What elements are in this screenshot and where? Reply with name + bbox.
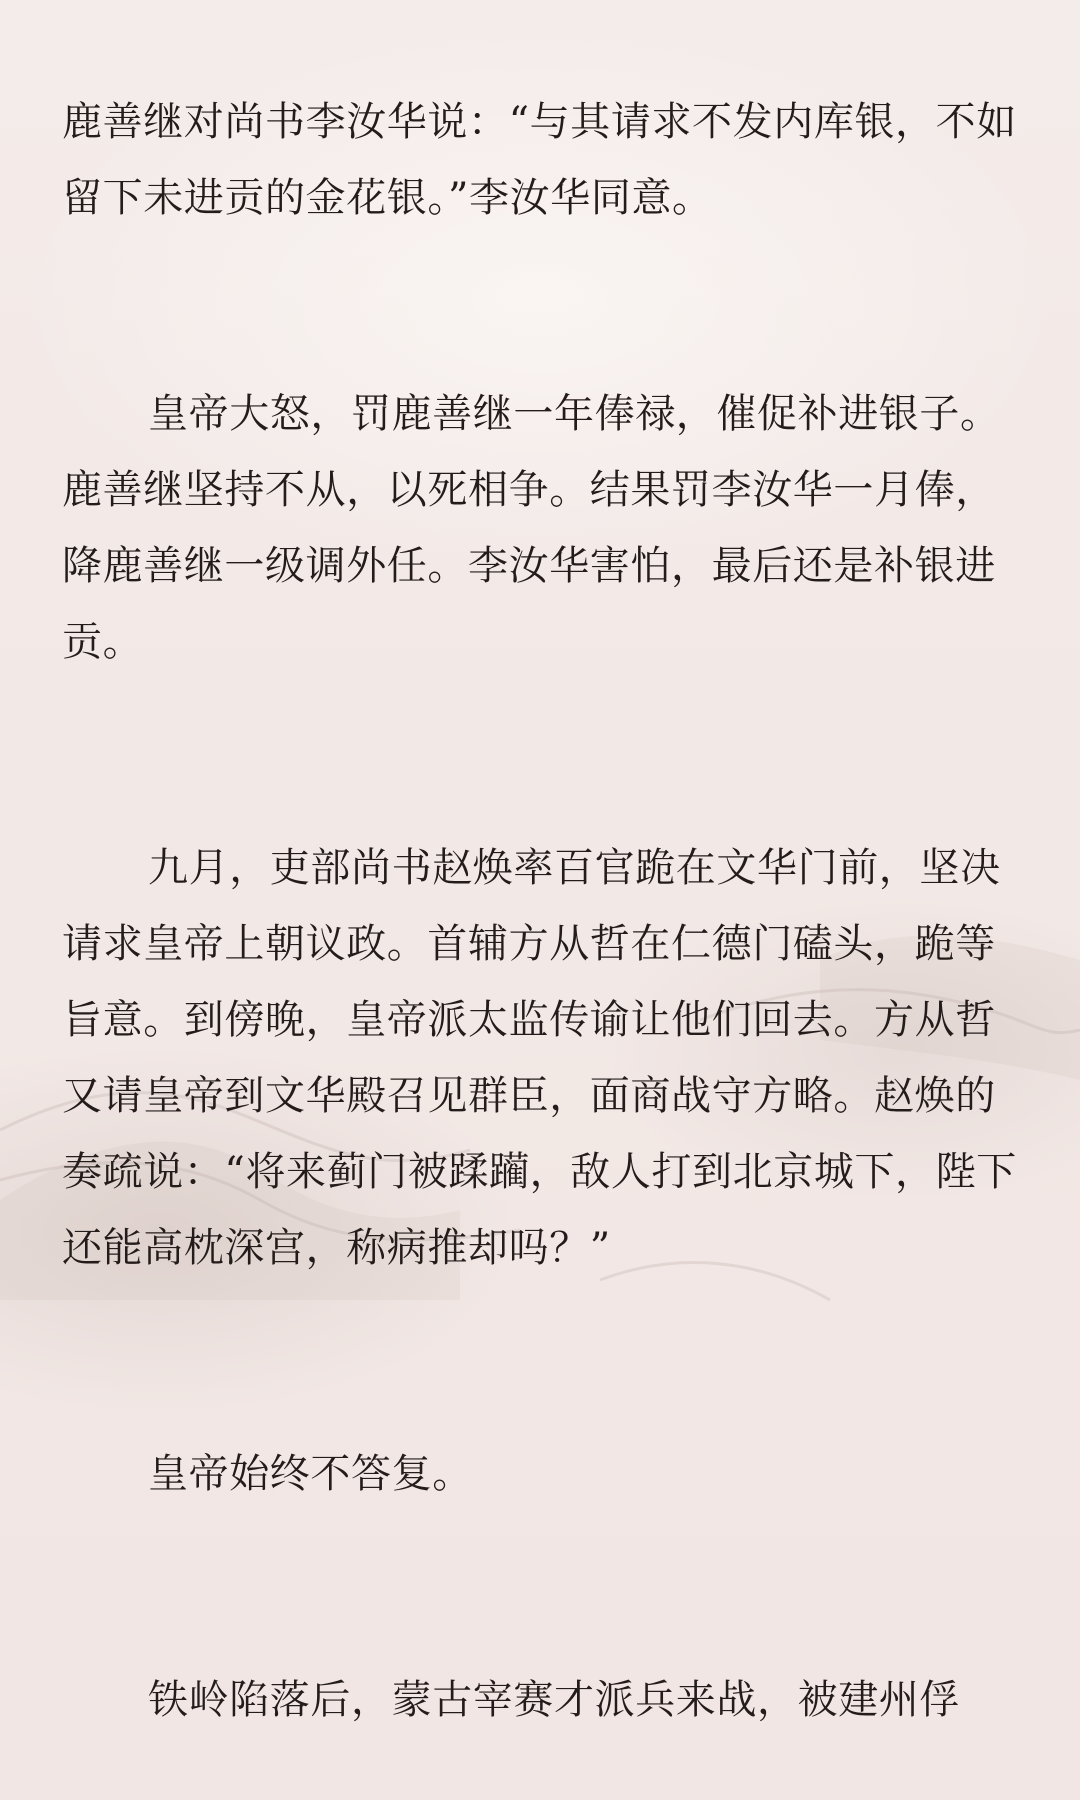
paragraph-4: 皇帝始终不答复。 — [148, 1451, 473, 1497]
paragraph-3: 九月，吏部尚书赵焕率百官跪在文华门前，坚决请求皇帝上朝议政。首辅方从哲在仁德门磕头，跪等旨意。到傍晚，皇帝派太监传谕让他们回去。方从哲又请皇帝到文华殿召见群臣，面商战守方略。赵焕的奏疏说：“将来蓟门被蹂躏，敌人打到北京城下，陛下还能高枕深宫，称病推却吗？” — [62, 845, 1017, 1271]
paragraph-gap — [62, 1512, 1020, 1662]
article-body — [62, 84, 1020, 1738]
paragraph-5: 铁岭陷落后，蒙古宰赛才派兵来战，被建州俘 — [148, 1677, 960, 1723]
paragraph-gap — [62, 680, 1020, 830]
paragraph-2: 皇帝大怒，罚鹿善继一年俸禄，催促补进银子。鹿善继坚持不从，以死相争。结果罚李汝华一月俸，降鹿善继一级调外任。李汝华害怕，最后还是补银进贡。 — [62, 391, 1001, 665]
paragraph-1: 鹿善继对尚书李汝华说：“与其请求不发内库银，不如留下未进贡的金花银。”李汝华同意。 — [62, 99, 1017, 221]
paragraph-gap — [62, 236, 1020, 376]
paragraph-gap — [62, 1286, 1020, 1436]
